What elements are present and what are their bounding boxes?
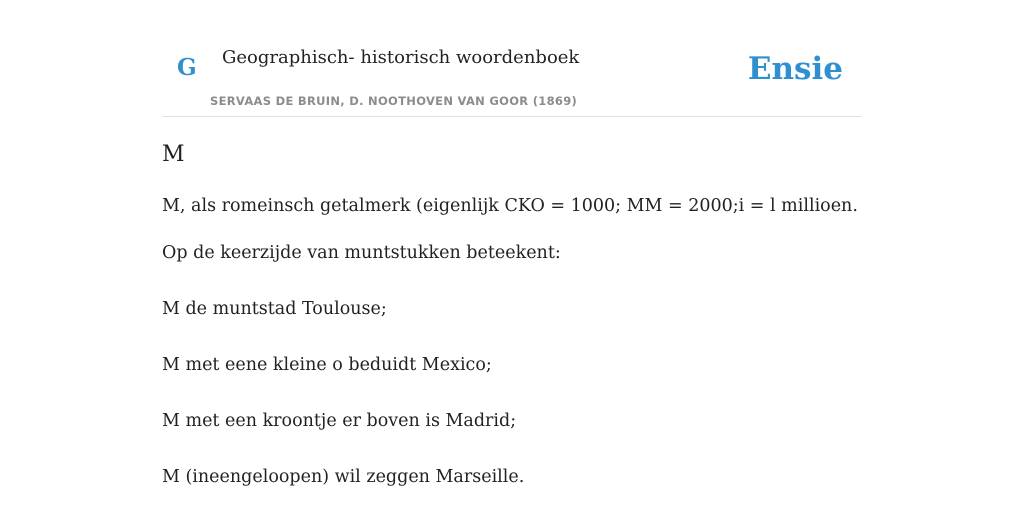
book-logo-letter[interactable]: G (177, 54, 197, 81)
entry-paragraph: Op de keerzijde van muntstukken beteekent: (162, 243, 561, 263)
entry-title: M (162, 142, 185, 167)
dictionary-page (162, 0, 862, 512)
entry-paragraph: M met eene kleine o beduidt Mexico; (162, 355, 492, 375)
entry-paragraph: M met een kroontje er boven is Madrid; (162, 411, 517, 431)
ensie-logo[interactable]: Ensie (747, 51, 843, 87)
book-title[interactable]: Geographisch- historisch woordenboek (222, 47, 580, 68)
book-header (162, 0, 862, 117)
entry-paragraph: M, als romeinsch getalmerk (eigenlijk CKO = 1000; MM = 2000;i = l millioen. (162, 196, 858, 216)
entry-paragraph: M (ineengeloopen) wil zeggen Marseille. (162, 467, 525, 487)
entry-paragraph: M de muntstad Toulouse; (162, 299, 387, 319)
book-author: SERVAAS DE BRUIN, D. NOOTHOVEN VAN GOOR (1869) (210, 94, 578, 108)
